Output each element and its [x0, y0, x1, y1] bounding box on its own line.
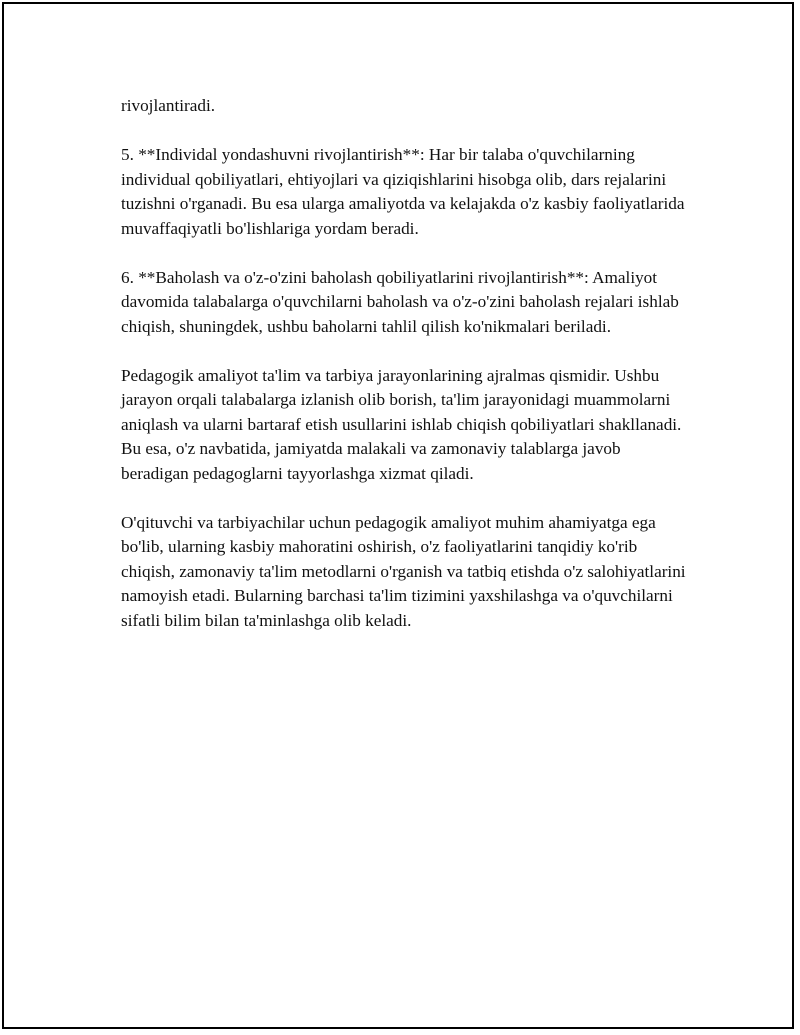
paragraph-teachers: O'qituvchi va tarbiyachilar uchun pedagogik amaliyot muhim ahamiyatga ega bo'lib, ularning kasbiy mahoratini oshirish, o'z faoliyatlarini tanqidiy ko'rib chiqish, zamonaviy ta'lim metodlarni o'rganish va tatbiq etishda o'z salohiyatlarini namoyish etadi. Bularning barchasi ta'lim tizimini yaxshilashga va o'quvchilarni sifatli bilim bilan ta'minlashga olib keladi.	[121, 512, 686, 630]
paragraph-item-5: 5. **Individal yondashuvni rivojlantirish**: Har bir talaba o'quvchilarning individual qobiliyatlari, ehtiyojlari va qiziqishlarini hisobga olib, dars rejalarini tuzishni o'rganadi. Bu esa ularga amaliyotda va kelajakda o'z kasbiy faoliyatlarida muvaffaqiyatli bo'lishlariga yordam beradi.	[121, 145, 685, 238]
document-body	[121, 94, 691, 658]
paragraph-continuation: rivojlantiradi.	[121, 96, 216, 115]
document-page	[2, 2, 794, 1029]
paragraph-item-6: 6. **Baholash va o'z-o'zini baholash qobiliyatlarini rivojlantirish**: Amaliyot davomida talabalarga o'quvchilarni baholash va o'z-o'zini baholash rejalari ishlab chiqish, shuningdek, ushbu baholarni tahlil qilish ko'nikmalari beriladi.	[121, 267, 679, 336]
paragraph-practice: Pedagogik amaliyot ta'lim va tarbiya jarayonlarining ajralmas qismidir. Ushbu jarayon orqali talabalarga izlanish olib borish, ta'lim jarayonidagi muammolarni aniqlash va ularni bartaraf etish usullarini ishlab chiqish qobiliyatlari shakllanadi. Bu esa, o'z navbatida, jamiyatda malakali va zamonaviy talablarga javob beradigan pedagoglarni tayyorlashga xizmat qiladi.	[121, 365, 682, 483]
